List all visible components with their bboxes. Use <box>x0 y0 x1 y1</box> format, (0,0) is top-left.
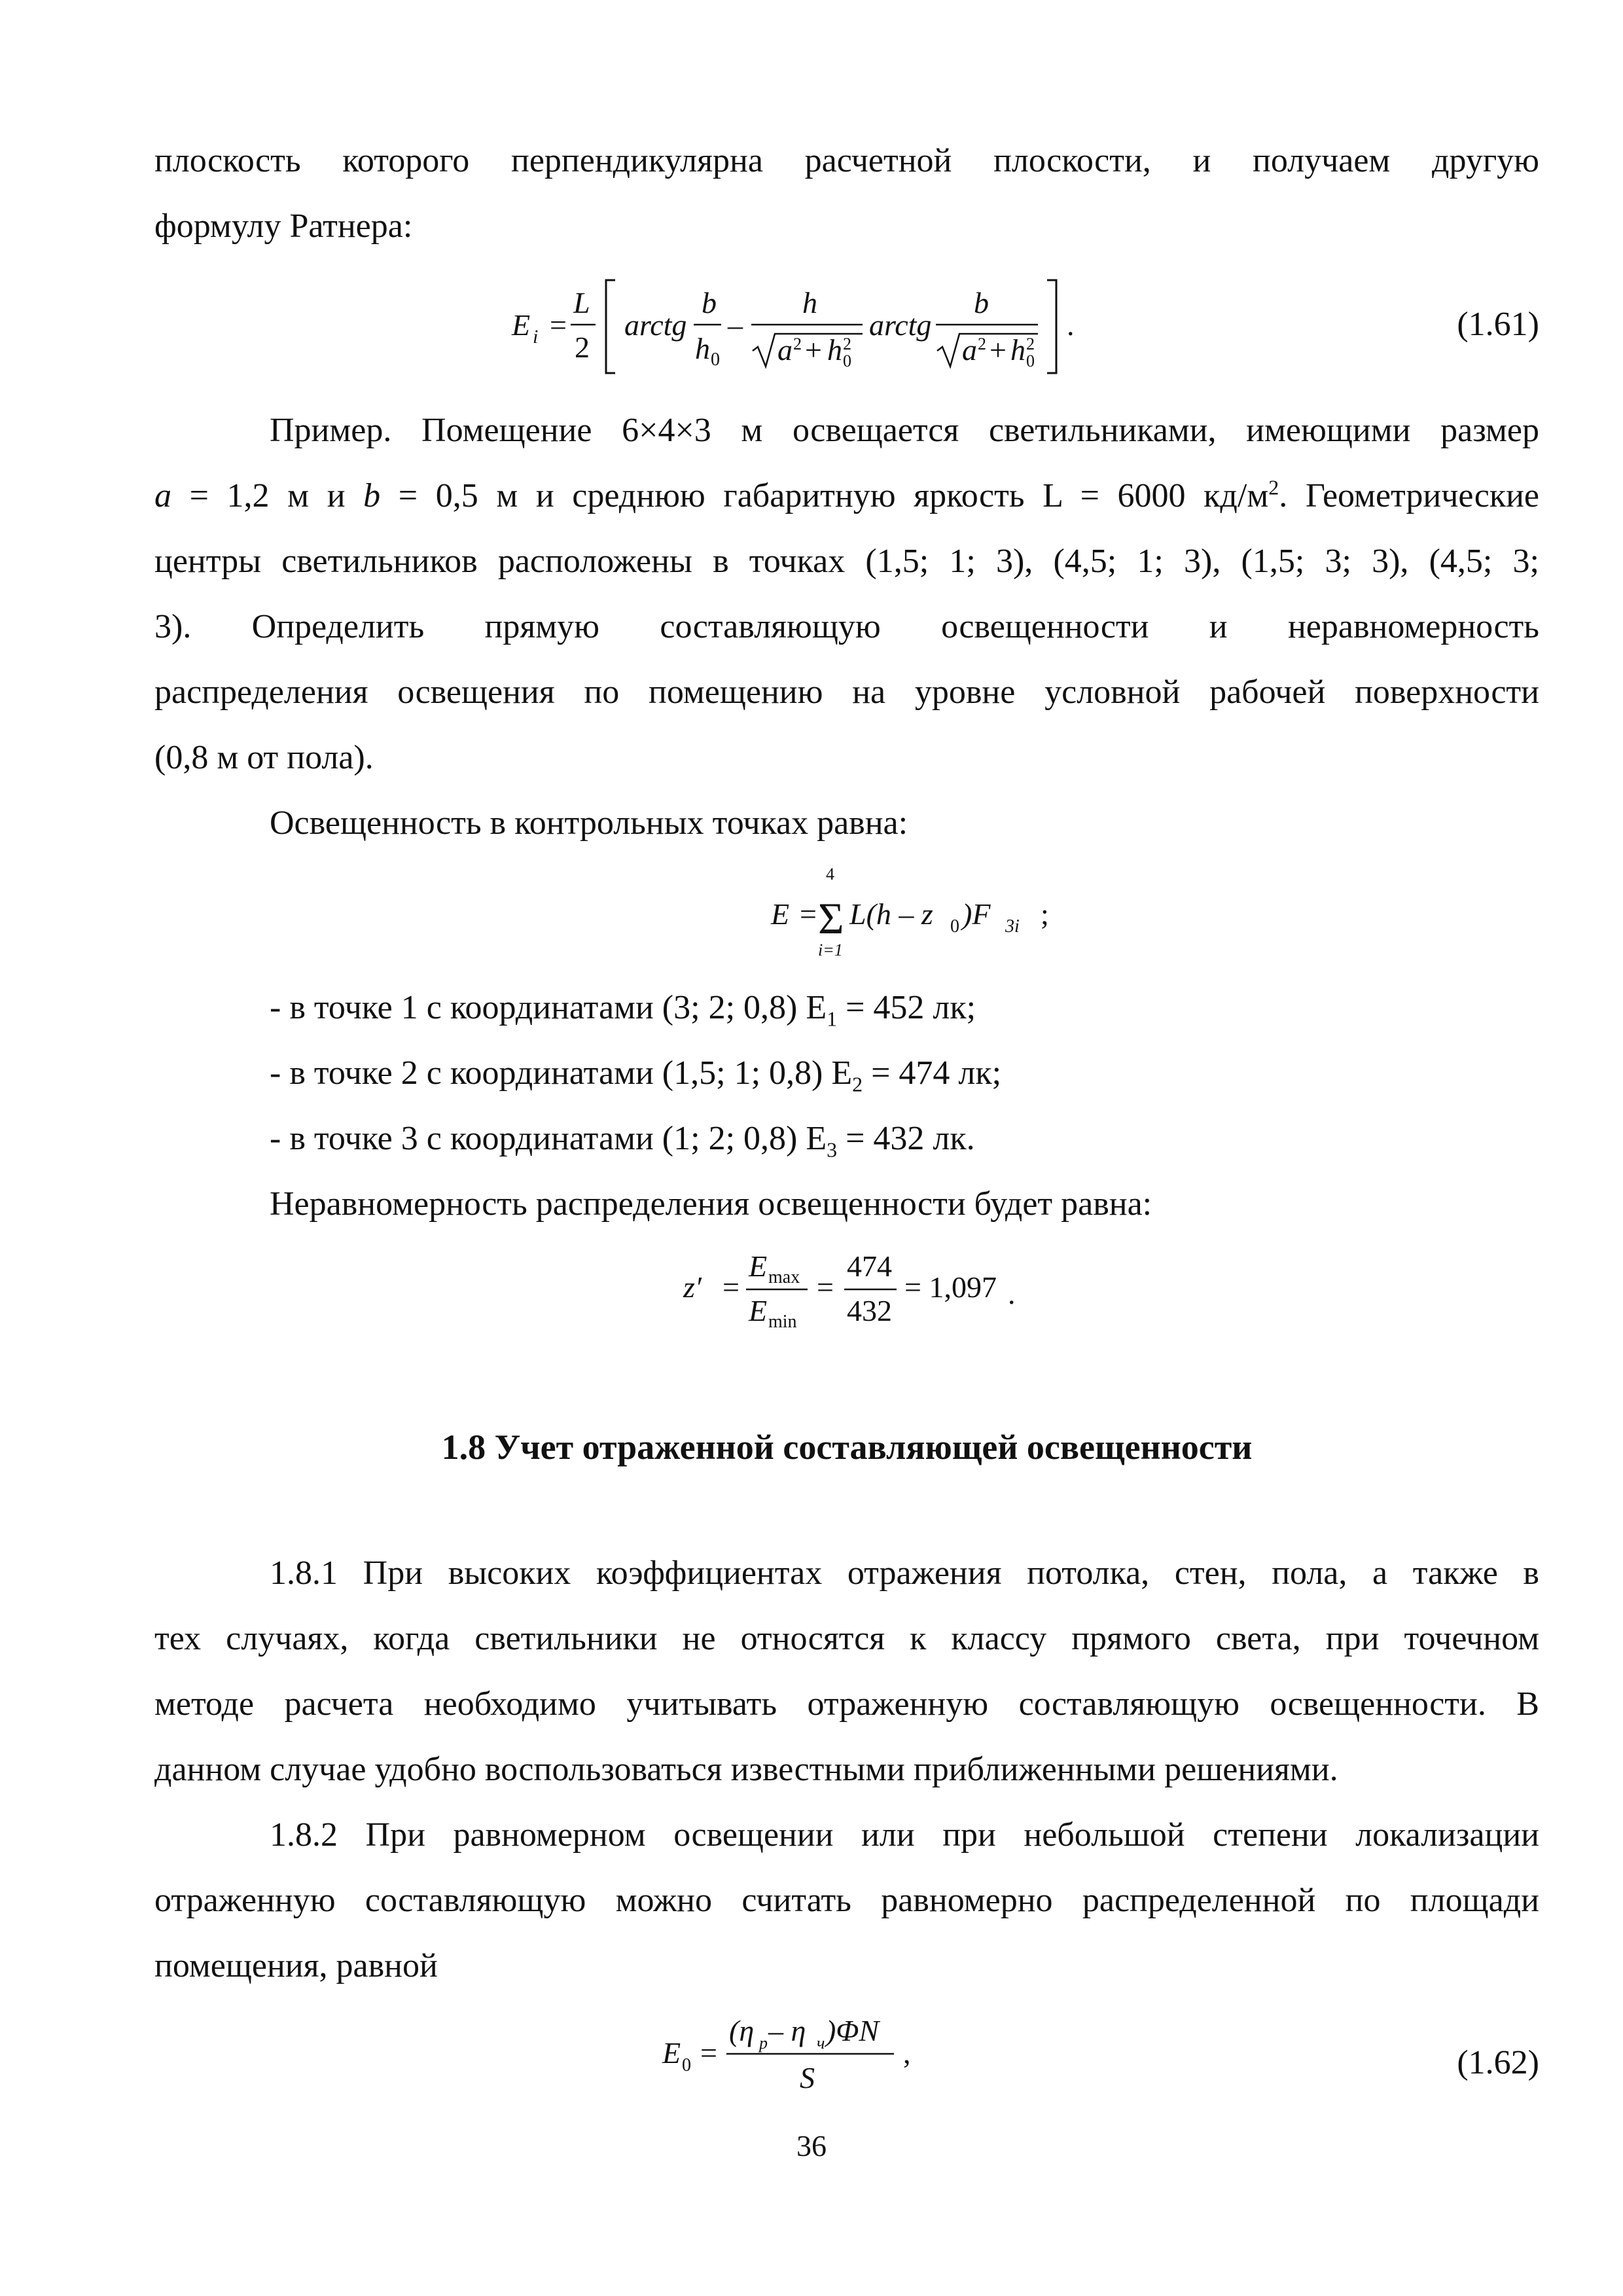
equation-number-1-61: (1.61) <box>1457 306 1539 343</box>
eq-sum-eq: = <box>800 897 817 931</box>
eq-z-period: . <box>1008 1277 1016 1310</box>
eq161-a-1-sq: 2 <box>793 334 802 353</box>
eq161-h-2-sub: 0 <box>1026 351 1035 370</box>
eq-z-den: 432 <box>847 1294 892 1327</box>
eq161-lhs: E <box>512 308 531 342</box>
eq161-period: . <box>1067 308 1075 342</box>
page-number: 36 <box>796 2129 827 2162</box>
eq-sum-sigma: Σ <box>818 893 844 943</box>
eq-sum-lower: i=1 <box>818 941 843 960</box>
eq-z-lhs: z′ <box>683 1270 702 1304</box>
example-line-6: (0,8 м от пола). <box>154 739 374 776</box>
eq-z-emax: E <box>749 1249 768 1283</box>
eq-sum-body-2: )F <box>962 897 991 931</box>
eq161-h-1-sq: 2 <box>843 334 851 353</box>
eq-sum-semicolon: ; <box>1041 897 1049 931</box>
eq161-two: 2 <box>575 331 590 364</box>
eq161-h-2: h <box>1010 333 1026 367</box>
eq162-eq: = <box>700 2036 717 2070</box>
equation-1-62 <box>654 2003 929 2101</box>
point-2: - в точке 2 с координатами (1,5; 1; 0,8) $E_2 = 474$ лк; <box>270 1054 1002 1096</box>
eq161-h-1-sub: 0 <box>843 351 851 370</box>
equation-number-1-62: (1.62) <box>1457 2044 1539 2081</box>
para-182-line-1: 1.8.2 При равномерном освещении или при небольшой степени локализации <box>270 1816 1539 1854</box>
eq-z-result: = 1,097 <box>904 1270 997 1304</box>
eq161-plus-2: + <box>990 333 1007 367</box>
eq-z-eq-2: = <box>817 1270 834 1304</box>
eq-sum-upper: 4 <box>826 865 834 884</box>
eq162-num-mid: – η <box>768 2014 806 2047</box>
illumination-intro: Освещенность в контрольных точках равна: <box>270 804 908 842</box>
eq162-num-sub-2: ч <box>817 2034 825 2053</box>
example-line-5: распределения освещения по помещению на уровне условной рабочей поверхности <box>154 673 1539 711</box>
intro-line-1: плоскость которого перпендикулярна расчетной плоскости, и получаем другую <box>154 142 1539 179</box>
point-3: - в точке 3 с координатами (1; 2; 0,8) $E_3 = 432$ лк. <box>270 1120 975 1162</box>
para-181-line-4: данном случае удобно воспользоваться известными приближенными решениями. <box>154 1751 1338 1788</box>
eq161-h0-1-sub: 0 <box>711 350 720 370</box>
example-line-2: a = 1,2 м и b = 0,5 м и среднюю габаритную яркость L = 6000 $кд/м^2$. Геометрические <box>154 475 1539 514</box>
example-line-4: 3). Определить прямую составляющую освещенности и неравномерность <box>154 608 1539 645</box>
eq162-num-end: )ΦN <box>826 2014 880 2047</box>
eq161-minus: – <box>728 308 743 342</box>
equation-nonuniformity <box>681 1244 1034 1335</box>
intro-line-2: формулу Ратнера: <box>154 207 413 245</box>
eq161-eq: = <box>550 308 567 342</box>
eq-sum-z-sub: 0 <box>950 916 959 937</box>
eq161-a-1: a <box>777 333 793 367</box>
eq162-comma: , <box>903 2036 911 2070</box>
eq161-h0-1: h <box>695 332 710 365</box>
eq162-den: S <box>800 2061 815 2094</box>
section-heading: 1.8 Учет отраженной составляющей освещенности <box>441 1427 1253 1467</box>
para-182-line-2: отраженную составляющую можно считать равномерно распределенной по площади <box>154 1882 1539 1919</box>
eq161-h-2-sq: 2 <box>1026 334 1035 353</box>
eq162-num-sub-1: р <box>759 2034 768 2053</box>
eq162-num: (η <box>729 2014 755 2047</box>
nonuniformity-intro: Неравномерность распределения освещенности будет равна: <box>270 1185 1152 1223</box>
eq161-b-2: b <box>974 286 989 319</box>
eq161-a-2-sq: 2 <box>978 334 986 353</box>
equation-1-61 <box>484 262 1086 393</box>
eq161-arctg-2: arctg <box>869 308 932 342</box>
eq161-plus-1: + <box>805 333 822 367</box>
eq-z-num: 474 <box>847 1249 892 1283</box>
eq161-h: h <box>802 286 817 319</box>
eq162-lhs-sub: 0 <box>682 2055 691 2075</box>
eq-z-eq-1: = <box>722 1270 740 1304</box>
eq161-a-2: a <box>962 333 977 367</box>
eq161-L: L <box>573 286 590 319</box>
eq161-h-1: h <box>827 333 842 367</box>
eq161-arctg-1: arctg <box>624 308 687 342</box>
eq-sum-E: E <box>771 897 790 931</box>
example-line-3: центры светильников расположены в точках (1,5; 1; 3), (4,5; 1; 3), (1,5; 3; 3), (4,5; 3; <box>154 543 1539 580</box>
eq162-lhs: E <box>662 2036 681 2070</box>
eq-z-emin: E <box>749 1294 768 1327</box>
eq161-lhs-sub: i <box>533 326 539 348</box>
eq-sum-f-sub: 3i <box>1005 916 1020 937</box>
eq-z-min: min <box>768 1312 797 1332</box>
eq161-b-1: b <box>702 286 717 319</box>
eq-z-max: max <box>768 1267 800 1287</box>
para-181-line-2: тех случаях, когда светильники не относятся к классу прямого света, при точечном <box>154 1620 1539 1657</box>
eq-sum-body: L(h – z <box>849 897 933 931</box>
point-1: - в точке 1 с координатами (3; 2; 0,8) $E_1 = 452$ лк; <box>270 989 976 1031</box>
equation-sum <box>766 864 1073 962</box>
para-181-line-3: методе расчета необходимо учитывать отраженную составляющую освещенности. В <box>154 1685 1539 1723</box>
para-181-line-1: 1.8.1 При высоких коэффициентах отражения потолка, стен, пола, а также в <box>270 1554 1539 1592</box>
example-line-1: Пример. Помещение 6×4×3 м освещается светильниками, имеющими размер <box>270 412 1539 449</box>
para-182-line-3: помещения, равной <box>154 1947 438 1984</box>
